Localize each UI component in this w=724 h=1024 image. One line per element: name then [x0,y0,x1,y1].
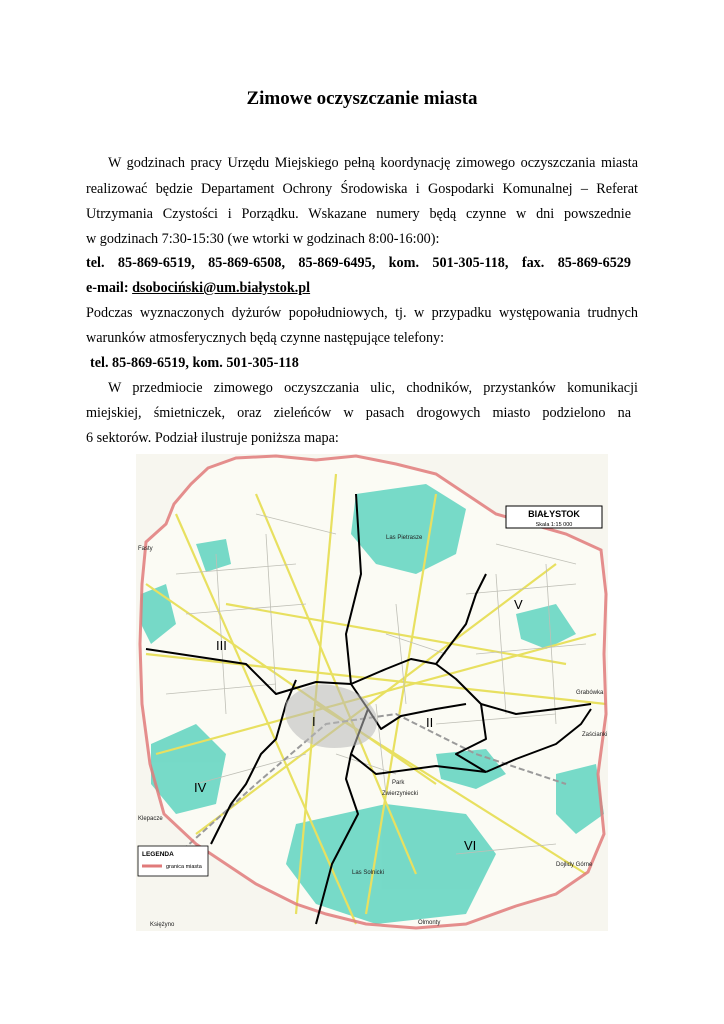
map-title: BIAŁYSTOK [528,509,580,519]
city-sector-map [136,454,608,931]
contact-phones: tel. 85-869-6519, 85-869-6508, 85-869-6495, kom. 501-305-118, fax. 85-869-6529 [86,255,631,271]
sector-label-I: I [312,714,316,729]
place-dojlidy-gorne: Dojlidy Górne [556,862,593,868]
page-title: Zimowe oczyszczanie miasta [246,88,478,109]
place-fasty: Fasty [138,546,153,552]
sector-label-IV: IV [194,780,207,795]
sector-label-V: V [514,597,523,612]
email-link[interactable]: dsobociński@um.białystok.pl [132,280,311,296]
sector-label-III: III [216,638,227,653]
legend-item: granica miasta [166,864,202,870]
contact-email-line [86,279,638,297]
paragraph-line: warunków atmosferycznych będą czynne następujące telefony: [86,330,445,346]
paragraph-line: miejskiej, śmietniczek, oraz zieleńców w pasach drogowych miasto podzielono na [86,405,631,421]
place-park: Park [392,780,405,786]
place-las-pietrasze: Las Pietrasze [386,535,423,541]
sector-label-II: II [426,715,434,730]
map-scale: Skala 1:15 000 [535,522,573,528]
paragraph-line: 6 sektorów. Podział ilustruje poniższa mapa: [86,430,339,446]
email-label: e-mail: [86,280,133,296]
place-klepacze: Klepacze [138,816,163,822]
place-ksiezyno: Księżyno [150,922,175,928]
place-grabowka: Grabówka [576,690,604,696]
place-zascianki: Zaścianki [582,732,608,738]
paragraph-line: w godzinach 7:30-15:30 (we wtorki w godzinach 8:00-16:00): [86,231,440,247]
paragraph-line: W przedmiocie zimowego oczyszczania ulic, chodników, przystanków komunikacji [108,380,638,396]
place-zwierzyniecki: Zwierzyniecki [382,791,419,797]
paragraph-line: realizować będzie Departament Ochrony Środowiska i Gospodarki Komunalnej – Referat [86,181,638,197]
sector-label-VI: VI [464,838,477,853]
paragraph-line: Utrzymania Czystości i Porządku. Wskazane numery będą czynne w dni powszednie [86,206,631,222]
legend-title: LEGENDA [142,851,174,858]
place-olmonty: Olmonty [418,920,441,926]
place-las-solnicki: Las Solnicki [352,870,385,876]
paragraph-line: Podczas wyznaczonych dyżurów popołudniowych, tj. w przypadku występowania trudnych [86,305,638,321]
duty-phones: tel. 85-869-6519, kom. 501-305-118 [90,355,299,371]
paragraph-line: W godzinach pracy Urzędu Miejskiego pełną koordynację zimowego oczyszczania miasta [108,155,638,171]
